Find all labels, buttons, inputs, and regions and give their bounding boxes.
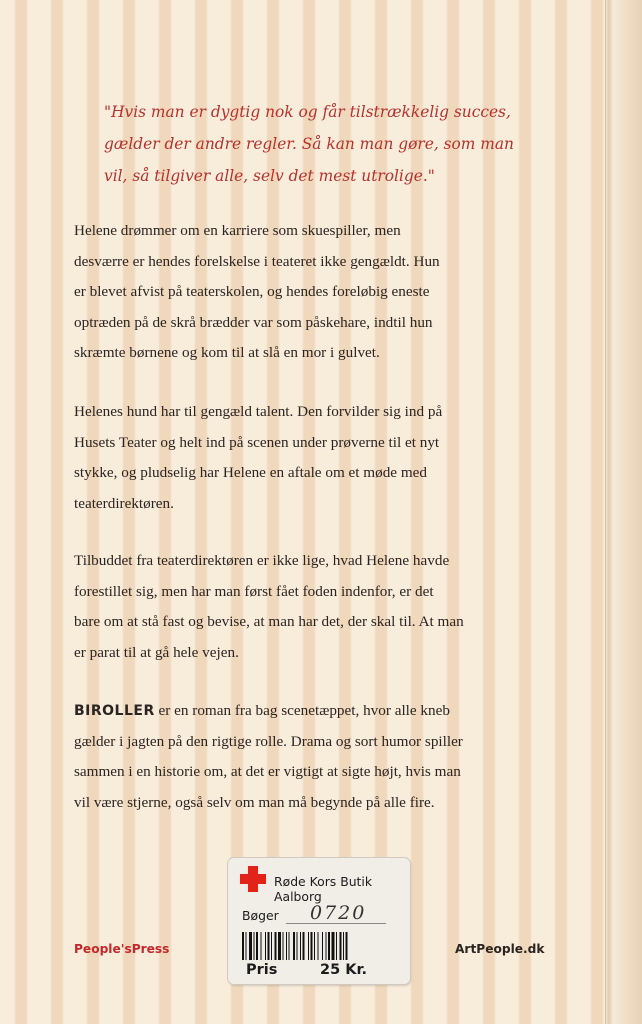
barcode-bar <box>246 932 247 960</box>
paragraph-line: forestillet sig, men har man først fået foden indenfor, er det <box>74 582 434 600</box>
paragraph-offer <box>74 546 554 668</box>
paragraph-summary <box>74 696 554 818</box>
barcode-bar <box>265 932 266 960</box>
paragraph-line: bare om at stå fast og bevise, at man har det, der skal til. At man <box>74 613 464 630</box>
barcode-bar <box>308 932 309 960</box>
barcode-bar <box>303 932 305 960</box>
paragraph-line: teaterdirektøren. <box>74 494 174 512</box>
barcode-bar <box>322 932 323 960</box>
barcode-icon <box>242 932 396 964</box>
book-spine-edge <box>605 0 642 1024</box>
paragraph-line: er blevet afvist på teaterskolen, og hendes foreløbig eneste <box>74 283 430 300</box>
paragraph-line: gælder i jagten på den rigtige rolle. Drama og sort humor spiller <box>74 732 463 750</box>
barcode-bar <box>326 932 327 960</box>
barcode-bar <box>242 932 244 960</box>
price-sticker <box>228 858 410 984</box>
barcode-bar <box>271 932 272 960</box>
shop-name-line: Røde Kors Butik <box>274 874 373 889</box>
barcode-bar <box>314 932 315 960</box>
publisher-logo-peoplespress: People'sPress <box>74 942 170 956</box>
paragraph-line: Tilbuddet fra teaterdirektøren er ikke lige, hvad Helene havde <box>74 552 450 569</box>
price-value: 25 Kr. <box>320 962 368 978</box>
paragraph-line: sammen i en historie om, at det er vigtigt at sigte højt, hvis man <box>74 763 461 780</box>
paragraph-line: Helenes hund har til gengæld talent. Den forvilder sig ind på <box>74 403 443 420</box>
paragraph-line: Husets Teater og helt ind på scenen under prøverne til et nyt <box>74 433 440 451</box>
category-label: Bøger <box>242 908 279 923</box>
publisher-logo-artpeople: ArtPeople.dk <box>455 942 545 956</box>
price-label: Pris <box>246 962 278 978</box>
barcode-bar <box>278 932 281 960</box>
paragraph-line-rest: er en roman fra bag scenetæppet, hvor alle kneb <box>154 702 450 719</box>
quote-line: gælder der andre regler. Så kan man gøre, som man <box>104 135 514 153</box>
paragraph-line: er parat til at gå hele vejen. <box>74 643 239 661</box>
barcode-bar <box>293 932 295 960</box>
barcode-bar <box>283 932 284 960</box>
barcode-bar <box>261 932 262 960</box>
paragraph-dog <box>74 397 554 519</box>
barcode-bar <box>318 932 319 960</box>
paragraph-line: Helene drømmer om en karriere som skuespiller, men <box>74 222 401 239</box>
shop-name <box>274 874 372 904</box>
paragraph-line: desværre er hendes forelskelse i teateret ikke gengældt. Hun <box>74 252 440 270</box>
barcode-bar <box>268 932 270 960</box>
barcode-bar <box>332 932 335 960</box>
paragraph-line: skræmte børnene og kom til at slå en mor i gulvet. <box>74 344 380 361</box>
barcode-bar <box>275 932 277 960</box>
barcode-bar <box>254 932 255 960</box>
shop-city-line: Aalborg <box>274 889 322 904</box>
barcode-bar <box>328 932 330 960</box>
barcode-bar <box>346 932 348 960</box>
paragraph-line: optræden på de skrå brædder var som påskehare, indtil hun <box>74 313 433 331</box>
red-cross-icon <box>238 864 268 898</box>
barcode-bar <box>311 932 313 960</box>
barcode-bar <box>249 932 252 960</box>
paragraph-intro <box>74 216 554 369</box>
barcode-bar <box>343 932 344 960</box>
barcode-bar <box>286 932 287 960</box>
paragraph-line <box>74 696 554 727</box>
pull-quote <box>104 96 514 192</box>
paragraph-line: vil være stjerne, også selv om man må begynde på alle fire. <box>74 793 435 811</box>
barcode-bar <box>297 932 298 960</box>
handwritten-code: 0720 <box>310 902 367 924</box>
book-title: BIROLLER <box>74 703 155 719</box>
barcode-bar <box>289 932 290 960</box>
barcode-bar <box>256 932 258 960</box>
paragraph-line: stykke, og pludselig har Helene en aftale om et møde med <box>74 464 427 481</box>
barcode-bar <box>336 932 337 960</box>
quote-line: "Hvis man er dygtig nok og får tilstrækkelig succes, <box>104 103 511 121</box>
barcode-bar <box>300 932 301 960</box>
barcode-bar <box>340 932 342 960</box>
quote-line: vil, så tilgiver alle, selv det mest utrolige." <box>104 167 435 185</box>
